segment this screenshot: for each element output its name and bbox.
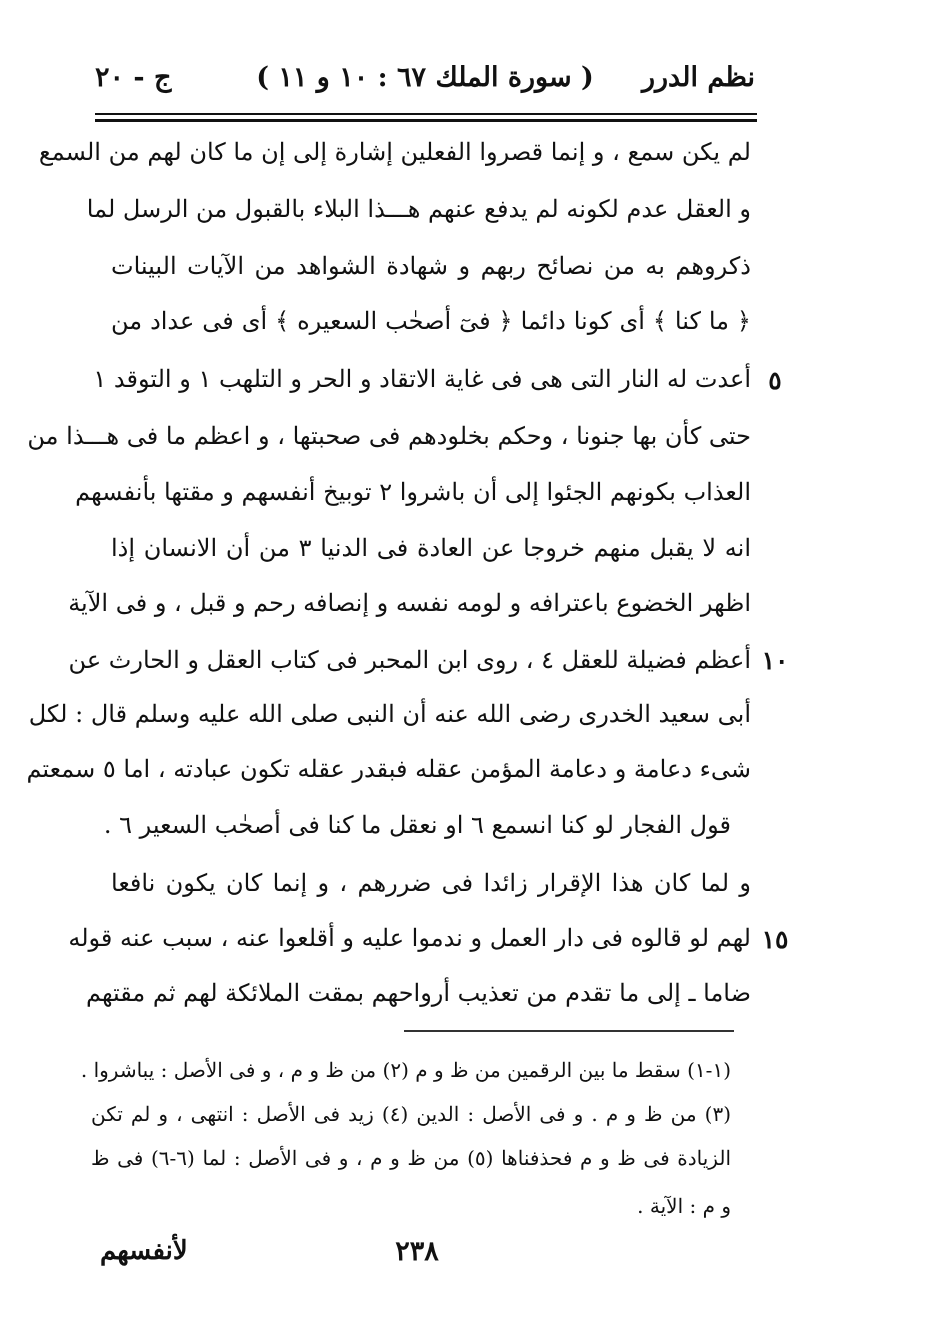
footnote-line: الزيادة فى ظ و م فحذفناها (٥) من ظ و م ، و فى الأصل : لما (٦-٦) فى ظ (91, 1146, 731, 1170)
text-line: ضاما ـ إلى ما تقدم من تعذيب أرواحهم بمقت الملائكة لهم ثم مقتهم (86, 979, 751, 1007)
line-number-10: ١٠ (761, 646, 789, 675)
text-line: أبى سعيد الخدرى رضى الله عنه أن النبى صلى الله عليه وسلم قال : لكل (28, 700, 751, 728)
text-line: حتى كأن بها جنونا ، وحكم بخلودهم فى صحبتها ، و اعظم ما فى هـــذا من (27, 422, 751, 450)
footnote-rule (404, 1030, 734, 1032)
running-header (95, 62, 755, 106)
footnote-line: (٣) من ظ و م . و فى الأصل : الدين (٤) زيد فى الأصل : انتهى ، و لم تكن (91, 1102, 732, 1126)
header-rule-thick (95, 119, 757, 122)
text-line: أعدت له النار التى هى فى غاية الاتقاد و الحر و التلهب ١ و التوقد ١ (93, 365, 751, 393)
catchword: لأنفسهم (100, 1236, 188, 1266)
text-line: ﴿ ما كنا ﴾ أى كونا دائما ﴿ فىٓ أصحٰب السعيره ﴾ أى فى عداد من (111, 307, 751, 335)
text-line: قول الفجار لو كنا انسمع ٦ او نعقل ما كنا فى أصحٰب السعير ٦ . (103, 811, 731, 839)
volume-number: ج - ٢٠ (95, 62, 172, 93)
book-title: نظم الدرر (641, 62, 755, 93)
line-number-5: ٥ (768, 366, 782, 395)
surah-reference: ( سورة الملك ٦٧ : ١٠ و ١١ ) (256, 62, 594, 93)
header-rule-thin (95, 113, 757, 115)
text-line: أعظم فضيلة للعقل ٤ ، روى ابن المحبر فى كتاب العقل و الحارث عن (68, 646, 751, 674)
text-line: ذكروهم به من نصائح ربهم و شهادة الشواهد من الآيات البينات (111, 252, 751, 280)
text-line: و لما كان هذا الإقرار زائدا فى ضررهم ، و إنما كان يكون نافعا (111, 869, 751, 897)
text-line: لم يكن سمع ، و إنما قصروا الفعلين إشارة إلى إن ما كان لهم من السمع (38, 138, 751, 166)
page-number: ٢٣٨ (395, 1236, 439, 1267)
line-number-15: ١٥ (761, 925, 789, 954)
footnote-line: و م : الآية . (637, 1194, 731, 1218)
text-line: اظهر الخضوع باعترافه و لومه نفسه و إنصافه رحم و قبل ، و فى الآية (68, 589, 751, 617)
text-line: العذاب بكونهم الجئوا إلى أن باشروا ٢ توبيخ أنفسهم و مقتها بأنفسهم (75, 478, 751, 506)
text-line: شىء دعامة و دعامة المؤمن عقله فبقدر عقله تكون عبادته ، اما ٥ سمعتم (26, 755, 751, 783)
footnote-line: (١-١) سقط ما بين الرقمين من ظ و م (٢) من ظ و م ، و فى الأصل : يباشروا . (80, 1058, 731, 1082)
text-line: لهم لو قالوه فى دار العمل و ندموا عليه و أقلعوا عنه ، سبب عنه قوله (68, 924, 751, 952)
text-line: انه لا يقبل منهم خروجا عن العادة فى الدنيا ٣ من أن الانسان إذا (111, 534, 752, 562)
text-line: و العقل عدم لكونه لم يدفع عنهم هـــذا البلاء بالقبول من الرسل لما (86, 195, 751, 223)
